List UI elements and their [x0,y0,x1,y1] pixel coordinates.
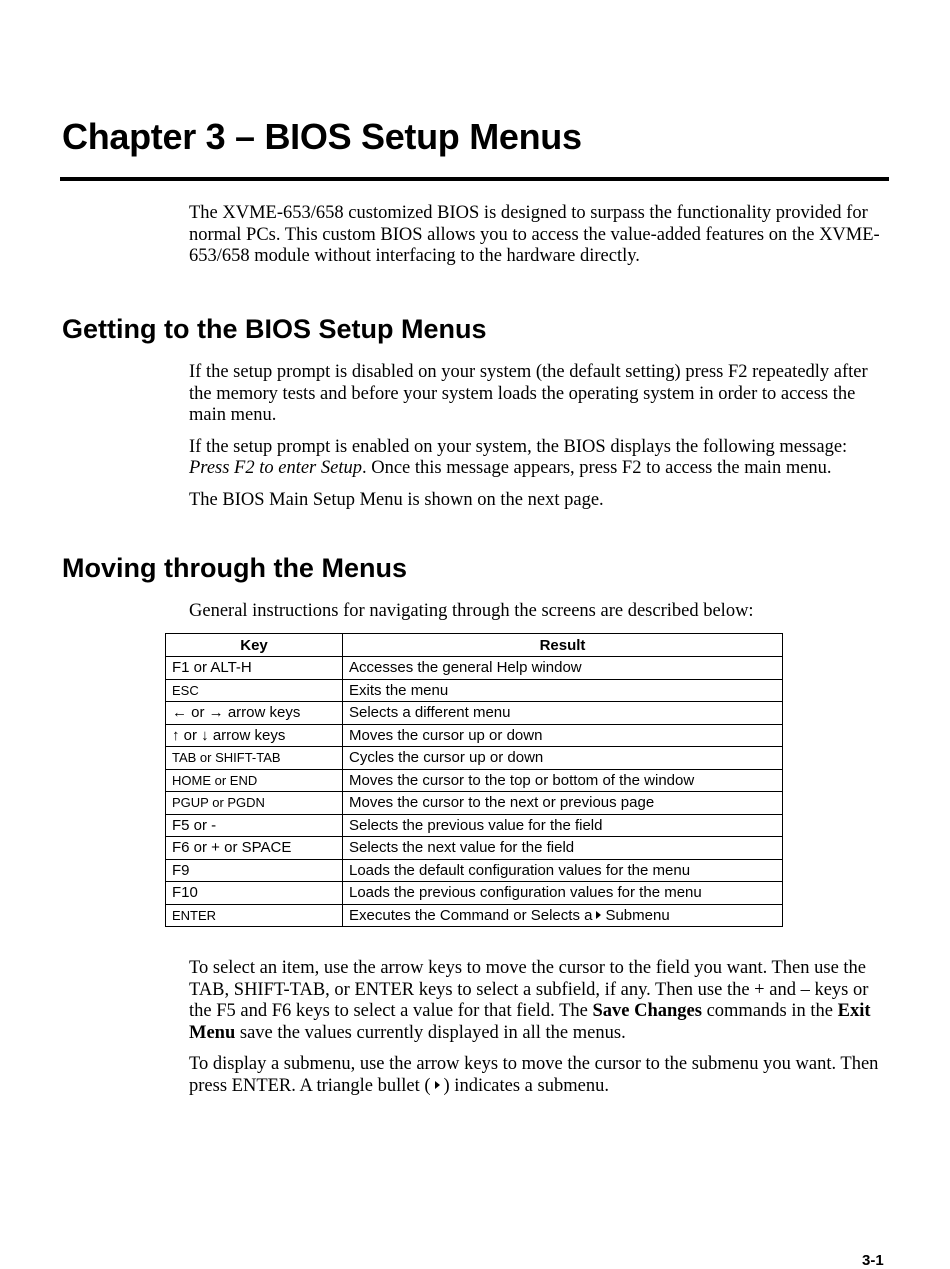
section2-paragraph-2 [189,1054,884,1097]
table-header-row [166,634,783,657]
section-heading-getting-to-bios: Getting to the BIOS Setup Menus [62,314,487,344]
enter-result-text: Executes the Command or Selects a [349,906,593,924]
para2-text-a: To display a submenu, use the arrow keys to move the cursor to the submenu you want. Then press [189,1054,879,1096]
table-header-result: Result [343,634,783,657]
section2-body [189,958,884,1097]
para1-text-b: keys to select a subfield, if any. Then use the + and – keys or the F5 and F6 keys to select a value for that field. The [189,979,869,1021]
table-cell-result: Selects the next value for the field [343,837,783,860]
table-row [166,814,783,837]
table-cell-key: ↑ or ↓ arrow keys [166,724,343,747]
chapter-title: Chapter 3 – BIOS Setup Menus [62,116,582,157]
section-heading-moving-through-menus: Moving through the Menus [62,553,407,583]
table-cell-result: Selects the previous value for the field [343,814,783,837]
table-cell-result: Loads the previous configuration values for the menu [343,882,783,905]
table-row [166,679,783,702]
triangle-bullet-icon [435,1081,440,1089]
para1-or: , or [325,979,350,1000]
table-cell-result: Moves the cursor to the next or previous page [343,792,783,815]
table-header-key: Key [166,634,343,657]
table-row [166,792,783,815]
table-cell-key: F1 or ALT-H [166,657,343,680]
table-row [166,837,783,860]
tab-key-text: TAB [189,979,225,1000]
section2-intro: General instructions for navigating through the screens are described below: [189,601,754,621]
chapter-title-rule [60,177,889,181]
section2-intro-block [189,601,884,623]
table-cell-result: Exits the menu [343,679,783,702]
setup-prompt-message: Press F2 to enter Setup [189,458,362,478]
table-cell-key: F10 [166,882,343,905]
table-row [166,702,783,725]
para1-comma: , [224,979,230,1000]
table-cell-result: Selects a different menu [343,702,783,725]
table-cell-key: F9 [166,859,343,882]
table-cell-key: ESC [166,679,343,702]
table-cell-key: TAB or SHIFT-TAB [166,747,343,770]
table-row [166,859,783,882]
para1-text-c: commands in the [706,1001,833,1021]
table-row [166,747,783,770]
table-cell-result: Moves the cursor up or down [343,724,783,747]
section1-paragraph-2-tail: . Once this message appears, press F2 to access the main menu. [361,458,832,478]
enter-key-text: ENTER [354,979,415,1000]
table-cell-key: ← or → arrow keys [166,702,343,725]
para1-text-d: save the values currently displayed in all the menus. [239,1022,626,1043]
para2-text-b: . A triangle bullet ( [291,1075,431,1096]
exit-menu-text: Exit Menu [189,1001,871,1043]
navigation-keys-table [165,633,783,927]
table-cell-result: Loads the default configuration values for the menu [343,859,783,882]
intro-paragraph-block [189,203,884,268]
page-number: 3-1 [862,1252,884,1269]
table-row [166,657,783,680]
intro-paragraph: The XVME-653/658 customized BIOS is designed to surpass the functionality provided for normal PCs. This custom BIOS allows you to access the value-added features on the XVME-653/658 module without interfacing to the hardware directly. [189,203,880,266]
save-changes-text: Save Changes [592,1001,702,1021]
table-cell-result: Accesses the general Help window [343,657,783,680]
table-row [166,882,783,905]
table-cell-key: F6 or + or SPACE [166,837,343,860]
shift-tab-key-text: SHIFT-TAB [233,979,326,1000]
section1-paragraph-1: If the setup prompt is disabled on your system (the default setting) press F2 repeatedly after the memory tests and before your system loads the operating system in order to access the main menu. [189,362,868,425]
table-row [166,724,783,747]
table-cell-key: F5 or - [166,814,343,837]
enter-result-submenu: Submenu [605,906,670,924]
para1-text-a: To select an item, use the arrow keys to move the cursor to the field you want. Then use the [189,958,867,978]
table-cell-key: PGUP or PGDN [166,792,343,815]
section1-paragraph-2 [189,437,884,480]
section1-body [189,362,884,511]
section1-paragraph-3: The BIOS Main Setup Menu is shown on the next page. [189,489,604,510]
section2-paragraph-1 [189,958,884,1044]
table-cell-key: HOME or END [166,769,343,792]
table-cell-result: Moves the cursor to the top or bottom of the window [343,769,783,792]
para2-text-c: ) indicates a submenu. [443,1075,609,1096]
section1-paragraph-2-lead: If the setup prompt is enabled on your system, the BIOS displays the following message: [189,436,848,457]
enter-key-text: ENTER [231,1075,292,1096]
table-cell-key: ENTER [166,904,343,927]
table-cell-result: Cycles the cursor up or down [343,747,783,770]
submenu-triangle-icon [596,911,601,919]
table-row [166,769,783,792]
table-cell-result [343,904,783,927]
table-row [166,904,783,927]
